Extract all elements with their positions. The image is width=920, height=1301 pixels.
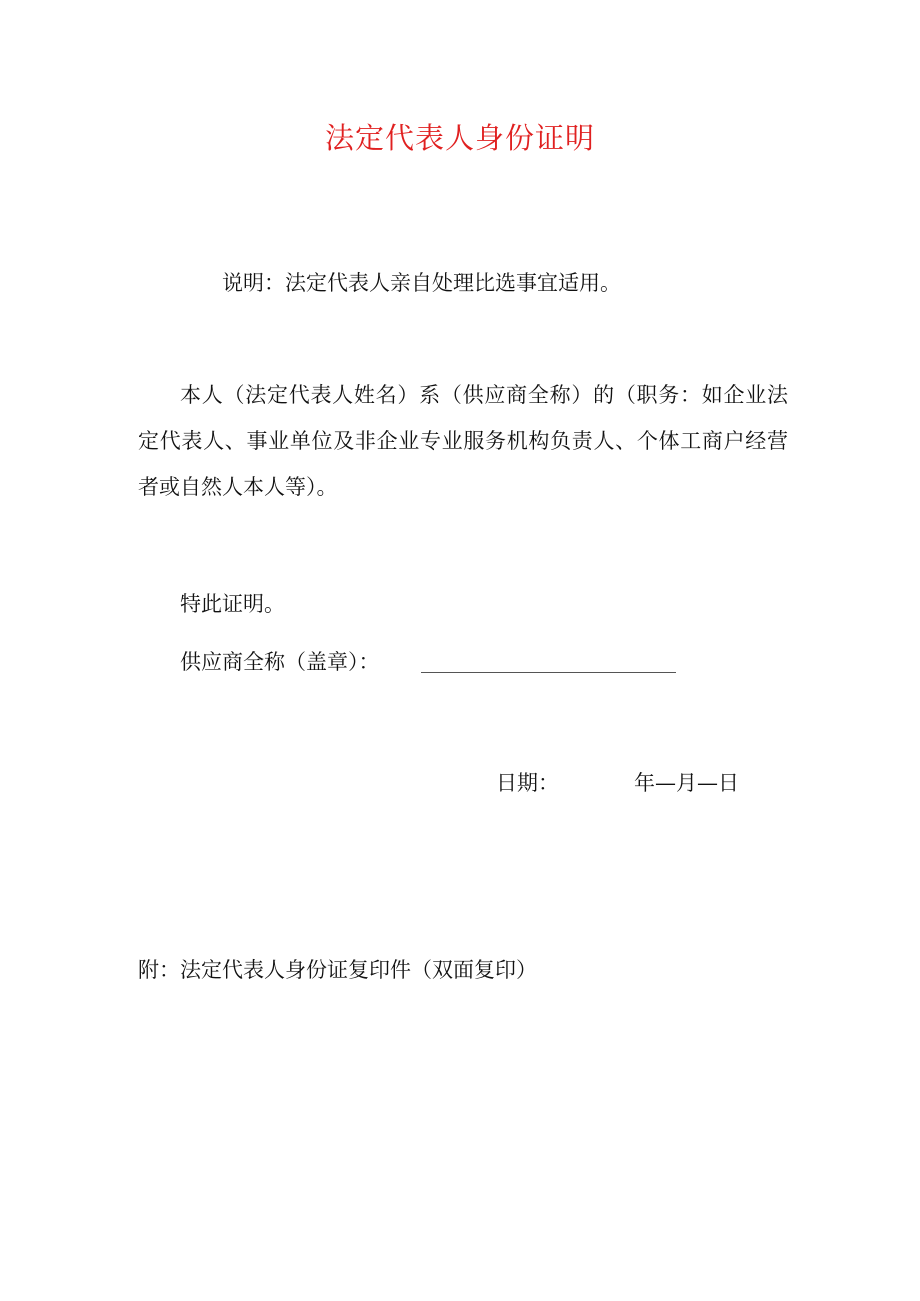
- date-label: 日期：: [496, 771, 559, 795]
- document-title: 法定代表人身份证明: [324, 121, 595, 155]
- supplier-seal-line: [421, 672, 676, 673]
- attachment-note: 附：法定代表人身份证复印件（双面复印）: [138, 958, 537, 982]
- usage-note: 说明：法定代表人亲自处理比选事宜适用。: [222, 271, 621, 295]
- certification-text: 特此证明。: [180, 592, 285, 616]
- statement-paragraph: 本人（法定代表人姓名）系（供应商全称）的（职务：如企业法定代表人、事业单位及非企业专业服务机构负责人、个体工商户经营者或自然人本人等）。: [138, 383, 788, 499]
- date-value: 年—月—日: [634, 771, 739, 795]
- supplier-seal-label: 供应商全称（盖章）：: [180, 650, 380, 674]
